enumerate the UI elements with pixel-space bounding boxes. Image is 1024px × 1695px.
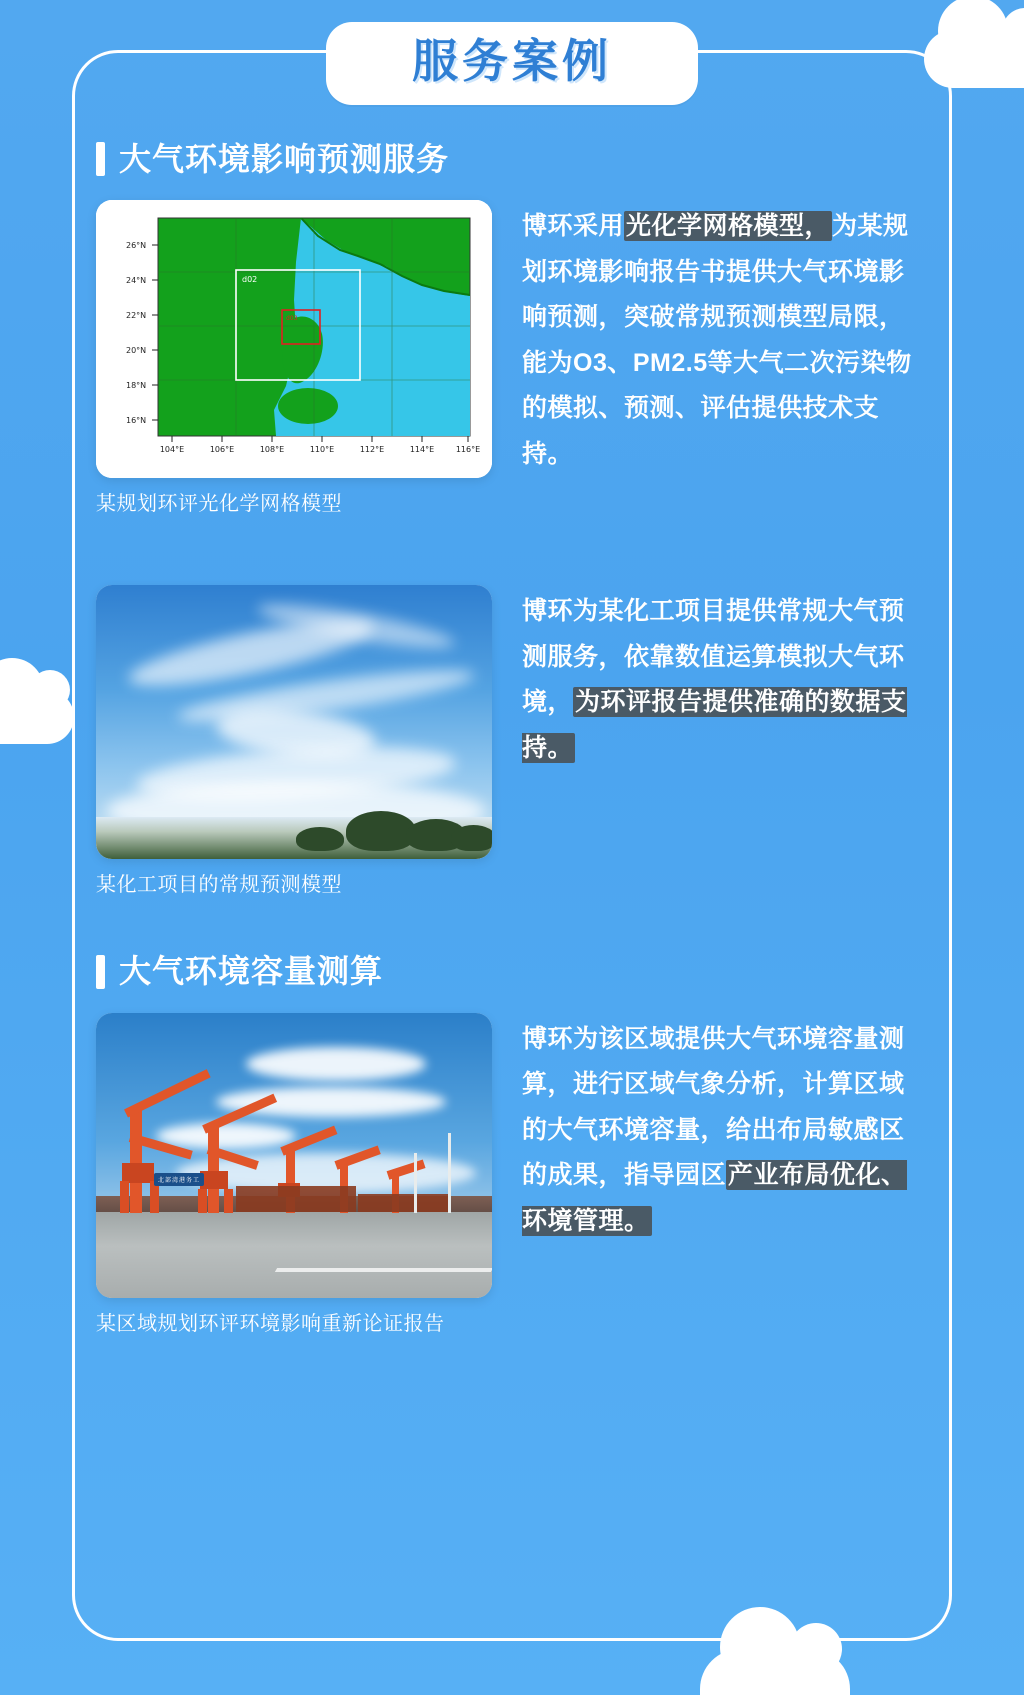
svg-text:d03: d03 bbox=[286, 315, 298, 323]
text-part: 博环采用 bbox=[522, 212, 625, 241]
cargo-stack bbox=[236, 1186, 356, 1212]
text-part: 博环为该区域提供大气环境容量测算，进行区域气象分析，计算区域的大气环境容量，给出布局敏感区的成果，指导园区 bbox=[522, 1024, 905, 1190]
crane-boom bbox=[124, 1069, 211, 1117]
crane-tower bbox=[130, 1109, 142, 1213]
cargo-stack bbox=[358, 1194, 448, 1212]
light-pole bbox=[448, 1133, 451, 1213]
case-description bbox=[522, 1013, 928, 1245]
svg-text:110°E: 110°E bbox=[309, 445, 335, 455]
case-media bbox=[96, 1013, 492, 1339]
cloud-decoration-middle-left bbox=[0, 690, 74, 744]
cloud-decoration-top-right bbox=[924, 30, 1024, 88]
svg-text:24°N: 24°N bbox=[126, 276, 147, 286]
svg-text:104°E: 104°E bbox=[159, 445, 185, 455]
crane-tower bbox=[208, 1125, 219, 1213]
crane-leg bbox=[198, 1189, 207, 1213]
case-item bbox=[96, 585, 928, 900]
figure-photochemical-grid-model bbox=[96, 200, 492, 478]
svg-text:26°N: 26°N bbox=[126, 241, 147, 251]
section-heading bbox=[96, 952, 928, 990]
svg-text:18°N: 18°N bbox=[126, 381, 147, 391]
figure-caption: 某化工项目的常规预测模型 bbox=[96, 874, 342, 897]
section-air-capacity-estimation bbox=[96, 952, 928, 1338]
crane-cab bbox=[122, 1163, 154, 1183]
sky-photo bbox=[96, 585, 492, 859]
svg-text:16°N: 16°N bbox=[126, 416, 147, 426]
tree-silhouette bbox=[296, 827, 344, 851]
port-photo bbox=[96, 1013, 492, 1298]
section-air-impact-prediction bbox=[96, 140, 928, 900]
case-item bbox=[96, 200, 928, 519]
section-title: 大气环境容量测算 bbox=[119, 953, 384, 990]
svg-text:114°E: 114°E bbox=[409, 445, 435, 455]
svg-text:108°E: 108°E bbox=[259, 445, 285, 455]
highlighted-text: 产业布局优化、环境管理。 bbox=[522, 1161, 907, 1235]
figure-caption: 某规划环评光化学网格模型 bbox=[96, 493, 342, 516]
page-title: 服务案例 bbox=[412, 35, 612, 87]
text-part: 为某规划环境影响报告书提供大气环境影响预测，突破常规预测模型局限，能为O3、PM2.5等大气二次污染物的模拟、预测、评估提供技术支持。 bbox=[522, 212, 912, 468]
tree-silhouette bbox=[451, 825, 492, 851]
svg-text:112°E: 112°E bbox=[359, 445, 385, 455]
crane-cab bbox=[200, 1171, 228, 1189]
case-media bbox=[96, 585, 492, 900]
figure-sky-photo bbox=[96, 585, 492, 859]
section-heading bbox=[96, 140, 928, 178]
content-area bbox=[96, 140, 928, 1339]
road-marking bbox=[275, 1268, 492, 1272]
svg-text:106°E: 106°E bbox=[209, 445, 235, 455]
crane-leg bbox=[224, 1189, 233, 1213]
case-description bbox=[522, 585, 928, 771]
case-description bbox=[522, 200, 928, 477]
case-item bbox=[96, 1013, 928, 1339]
svg-text:d02: d02 bbox=[242, 275, 258, 285]
section-accent-bar bbox=[96, 142, 105, 176]
highlighted-text: 为环评报告提供准确的数据支持。 bbox=[522, 688, 907, 762]
figure-caption: 某区域规划环评环境影响重新论证报告 bbox=[96, 1312, 445, 1335]
light-pole bbox=[414, 1153, 417, 1213]
svg-text:116°E: 116°E bbox=[455, 445, 481, 455]
section-title: 大气环境影响预测服务 bbox=[119, 141, 450, 177]
header-pill bbox=[326, 22, 698, 105]
svg-text:20°N: 20°N bbox=[126, 346, 147, 356]
road-surface bbox=[96, 1212, 492, 1298]
cloud-wisp bbox=[246, 1047, 426, 1081]
map-chart-svg bbox=[96, 200, 492, 478]
text-part: 博环为某化工项目提供常规大气预测服务，依靠数值运算模拟大气环境， bbox=[522, 597, 905, 717]
highlighted-text: 光化学网格模型， bbox=[626, 212, 831, 241]
site-sign: 北部湾港务工 bbox=[154, 1173, 204, 1186]
cloud-wisp bbox=[156, 1123, 296, 1149]
figure-port-photo bbox=[96, 1013, 492, 1298]
section-accent-bar bbox=[96, 955, 105, 989]
cloud-decoration-bottom bbox=[700, 1649, 850, 1695]
svg-text:22°N: 22°N bbox=[126, 311, 147, 321]
crane-leg bbox=[120, 1181, 129, 1213]
case-media bbox=[96, 200, 492, 519]
